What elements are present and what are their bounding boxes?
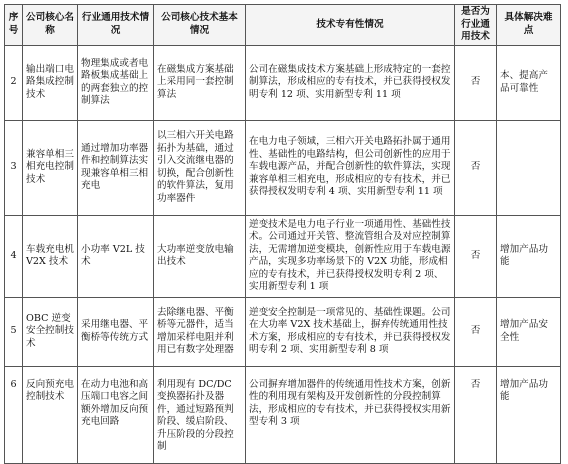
row-basic: 在磁集成方案基础上采用同一套控制算法: [154, 45, 246, 120]
row-is-general: 否: [455, 45, 497, 120]
core-technology-table: [4, 4, 561, 464]
header-no: 序号: [5, 5, 23, 46]
header-name: 公司核心名称: [23, 5, 78, 46]
row-general: 小功率 V2L 技术: [78, 215, 154, 297]
row-problem: [497, 120, 561, 215]
row-name: 兼容单相三相充电控制技术: [23, 120, 78, 215]
row-proprietary: 逆变技术是电力电子行业一项通用性、基础性技术。公司通过开关管、整流管组合及对应控制算法，无需增加逆变模块，创新性应用于车载电源产品，实现多功率场景下的 V2X 功能，形成相应的专有技术，并已获得授权发明专利 2 项、实用新型专利 1 项: [246, 215, 455, 297]
row-is-general: 否: [455, 120, 497, 215]
row-no: 5: [5, 297, 23, 366]
row-no: 4: [5, 215, 23, 297]
row-general: 采用继电器、平衡桥等传统方式: [78, 297, 154, 366]
table-row: [5, 215, 561, 297]
row-no: 6: [5, 366, 23, 463]
row-problem: 本、提高产品可靠性: [497, 45, 561, 120]
header-proprietary: 技术专有性情况: [246, 5, 455, 46]
row-is-general: 否: [455, 297, 497, 366]
header-general: 行业通用技术情况: [78, 5, 154, 46]
table-row: [5, 366, 561, 463]
row-basic: 利用现有 DC/DC 变换器拓扑及器件，通过短路预判阶段、缓启阶段、升压阶段的分段控制: [154, 366, 246, 463]
table-row: [5, 297, 561, 366]
row-is-general: 否: [455, 215, 497, 297]
row-basic: 以三相六开关电路拓扑为基础，通过引入交流继电器的切换，配合创新性的软件算法，复用功率器件: [154, 120, 246, 215]
row-problem: 增加产品安全性: [497, 297, 561, 366]
row-name: 输出端口电路集成控制技术: [23, 45, 78, 120]
table-row: [5, 45, 561, 120]
row-proprietary: 公司在磁集成技术方案基础上形成特定的一套控制算法，形成相应的专有技术，并已获得授权发明专利 12 项、实用新型专利 11 项: [246, 45, 455, 120]
row-general: 在动力电池和高压端口电容之间额外增加反向预充电回路: [78, 366, 154, 463]
row-name: 反向预充电控制技术: [23, 366, 78, 463]
row-no: 2: [5, 45, 23, 120]
table-header-row: [5, 5, 561, 46]
header-basic: 公司核心技术基本情况: [154, 5, 246, 46]
row-general: 通过增加功率器件和控制算法实现兼容单相三相充电: [78, 120, 154, 215]
row-problem: 增加产品功能: [497, 215, 561, 297]
row-no: 3: [5, 120, 23, 215]
header-problem: 具体解决难点: [497, 5, 561, 46]
row-basic: 去除继电器、平衡桥等元器件，适当增加采样电阻并利用已有数字处理器: [154, 297, 246, 366]
row-problem: 增加产品功能: [497, 366, 561, 463]
row-proprietary: 逆变安全控制是一项常见的、基础性课题。公司在大功率 V2X 技术基础上，摒弃传统通用性技术方案，形成相应的专有技术，并已获得授权发明专利 2 项、实用新型专利 8 项: [246, 297, 455, 366]
table-row: [5, 120, 561, 215]
header-is-general: 是否为行业通用技术: [455, 5, 497, 46]
row-general: 物理集成或者电路板集成基础上的两套独立的控制算法: [78, 45, 154, 120]
row-name: 车载充电机 V2X 技术: [23, 215, 78, 297]
row-basic: 大功率逆变放电输出技术: [154, 215, 246, 297]
row-proprietary: 公司摒弃增加器件的传统通用性技术方案，创新性的利用现有架构及开发创新性的分段控制算法，形成相应的专有技术，并已获得授权实用新型专利 3 项: [246, 366, 455, 463]
row-proprietary: 在电力电子领域，三相六开关电路拓扑属于通用性、基础性的电路结构，但公司创新性的应用于车载电源产品，并配合创新性的软件算法，实现兼容单相三相充电，形成相应的专有技术，并已获得授权发明专利 4 项、实用新型专利 11 项: [246, 120, 455, 215]
row-name: OBC 逆变安全控制技术: [23, 297, 78, 366]
row-is-general: 否: [455, 366, 497, 463]
